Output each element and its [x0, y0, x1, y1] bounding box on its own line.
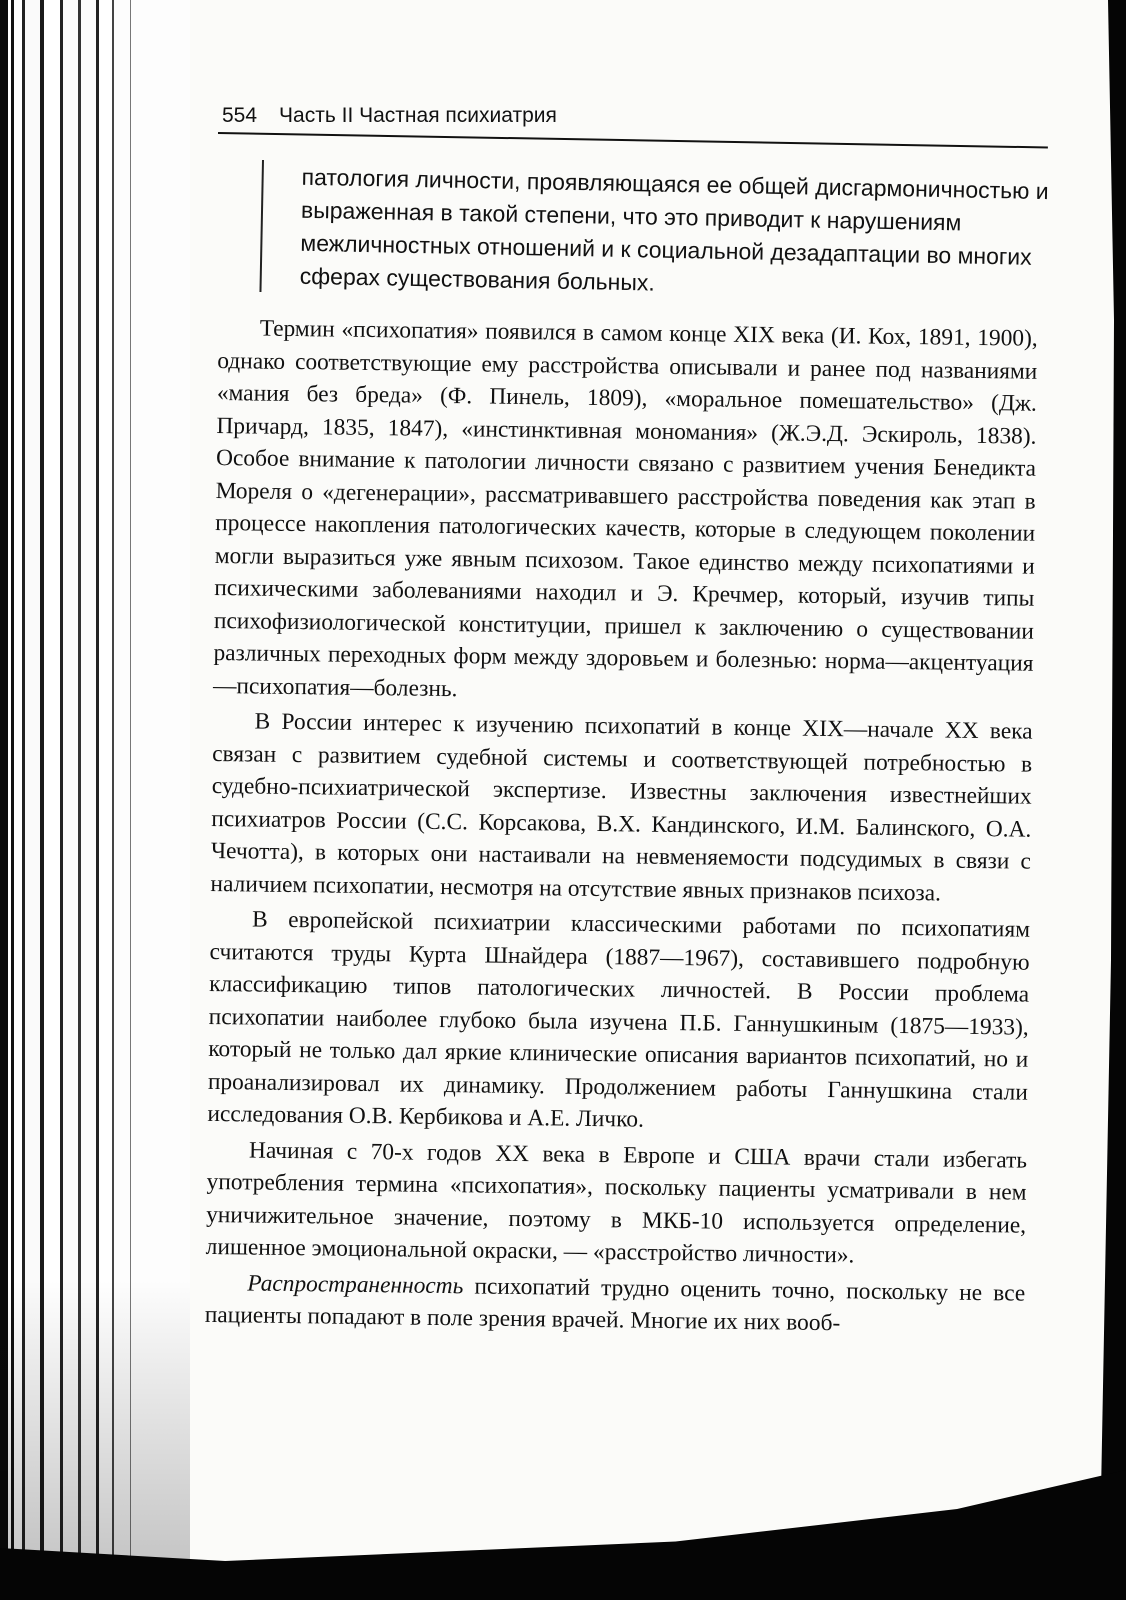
prevalence-term: Распространенность — [247, 1269, 464, 1299]
definition-block: патология личности, проявляющаяся ее общей дисгармоничностью и выраженная в такой степени, что это приводит к нарушениям межличностных отношений и к социальной дезадаптации во многих сферах существования больных. — [259, 160, 1071, 308]
prevalence-text: психопатий трудно оценить точно, поскольку не все пациенты попадают в поле зрения врачей. Многие их них вооб- — [204, 1272, 1026, 1337]
paragraph-icd10: Начиная с 70-х годов XX века в Европе и США врачи стали избегать употребления термина «психопатия», поскольку пациенты усматривали в нем уничижительное значение, поэтому в МКБ-10 используется определение, лишенное эмоциональной окраски, — «расстройство личности». — [205, 1136, 1028, 1269]
running-title: Часть II Частная психиатрия — [279, 104, 557, 127]
header-rule — [218, 132, 1048, 148]
spine-shadow — [0, 0, 190, 1600]
paragraph-history: Термин «психопатия» появился в самом конце XIX века (И. Кох, 1891, 1900), однако соответствующие ему расстройства описывали и ранее под названиями «мания без бреда» (Ф. Пинель, 1809), «моральное помешательство» (Дж. Причард, 1835, 1847), «инстинктивная мономания» (Ж.Э.Д. Эскироль, 1838). Особое внимание к патологии личности связано с развитием учения Бенедикта Мореля о «дегенерации», рассматривавшего расстройства поведения как этап в процессе накопления патологических качеств, которые в следующем поколении могли выразиться уже явным психозом. Такое единство между психопатиями и психическими заболеваниями находил и Э. Кречмер, который, изучив типы психофизиологической конституции, пришел к заключению о существовании различных переходных форм между здоровьем и болезнью: норма—акцентуация—психопатия—болезнь. — [212, 315, 1038, 702]
running-header — [222, 104, 1052, 128]
page-number: 554 — [222, 104, 258, 127]
body-text — [205, 312, 1038, 1342]
page-curl-edge — [1066, 0, 1126, 1600]
paragraph-russia: В России интерес к изучению психопатий в конце XIX—начале XX века связан с развитием судебной системы и соответствующей потребностью в судебно-психиатрической экспертизе. Известны заключения известнейших психиатров России (С.С. Корсакова, В.Х. Кандинского, И.М. Балинского, О.А. Чечотта), в которых они настаивали на невменяемости подсудимых в связи с наличием психопатии, несмотря на отсутствие явных признаков психоза. — [210, 708, 1033, 907]
paragraph-prevalence — [205, 1266, 1026, 1342]
paragraph-europe: В европейской психиатрии классическими работами по психопатиям считаются труды Курта Шнайдера (1887—1967), составившего подробную классификацию типов патологических личностей. В России проблема психопатии наиболее глубоко была изучена П.Б. Ганнушкиным (1875—1933), который не только дал яркие клинические описания вариантов психопатий, но и проанализировал их динамику. Продолжением работы Ганнушкина стали исследования О.В. Кербикова и А.Е. Личко. — [207, 906, 1031, 1133]
